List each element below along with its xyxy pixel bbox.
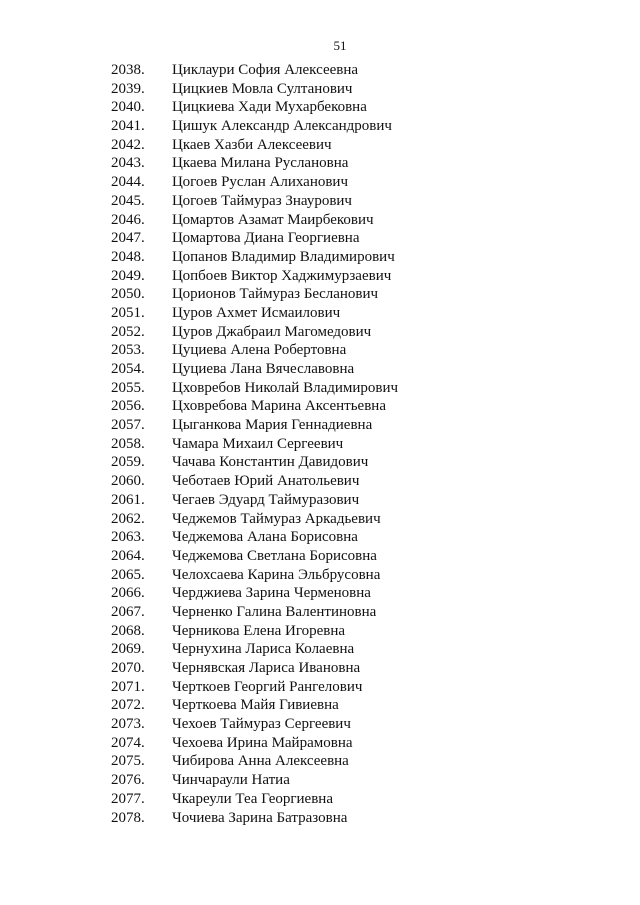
page-number: 51: [333, 38, 347, 53]
list-item: [0, 566, 640, 585]
entry-number: 2041.: [111, 118, 145, 135]
entry-name: Чибирова Анна Алексеевна: [172, 753, 349, 770]
entry-number: 2048.: [111, 248, 145, 265]
entry-number: 2056.: [111, 398, 145, 415]
entry-number: 2040.: [111, 99, 145, 116]
entry-number: 2055.: [111, 379, 145, 396]
entry-number: 2074.: [111, 734, 145, 751]
entry-number: 2059.: [111, 454, 145, 471]
entry-name: Черткоев Георгий Рангелович: [172, 678, 363, 695]
entry-number: 2070.: [111, 660, 145, 676]
list-item: [0, 248, 640, 267]
entry-name: Цховребов Николай Владимирович: [172, 379, 399, 396]
list-item: [0, 528, 640, 547]
entry-name: Чочиева Зарина Батразовна: [172, 809, 348, 826]
entry-name: Цкаева Милана Руслановна: [172, 155, 349, 172]
entry-name: Цуров Джабраил Магомедович: [172, 323, 372, 340]
list-item: [0, 154, 640, 173]
entry-number: 2061.: [111, 491, 145, 508]
entry-name: Цыганкова Мария Геннадиевна: [172, 417, 373, 434]
list-item: [0, 397, 640, 416]
list-item: [0, 771, 640, 790]
entry-name: Цкаев Хазби Алексеевич: [172, 136, 332, 153]
list-item: [0, 61, 640, 80]
list-item: [0, 547, 640, 566]
list-item: [0, 211, 640, 230]
entry-name: Чеджемова Светлана Борисовна: [172, 547, 377, 564]
entry-number: 2057.: [111, 417, 145, 434]
entry-name: Цховребова Марина Аксентьевна: [172, 398, 386, 415]
entry-name: Цогоев Таймураз Знаурович: [172, 192, 352, 209]
entry-number: 2063.: [111, 529, 145, 546]
list-item: [0, 304, 640, 323]
list-item: [0, 285, 640, 304]
entry-name: Чеботаев Юрий Анатольевич: [172, 473, 360, 490]
entry-name: Цорионов Таймураз Беcланович: [172, 286, 379, 303]
entry-name: Чернявская Лариса Ивановна: [172, 660, 361, 676]
list-item: [0, 696, 640, 715]
entry-name: Цишук Александр Александрович: [172, 118, 392, 135]
entry-name: Цуциева Лана Вячеславовна: [172, 361, 355, 377]
list-item: [0, 640, 640, 659]
entry-number: 2051.: [111, 304, 145, 321]
entry-number: 2072.: [111, 697, 145, 714]
entry-number: 2066.: [111, 585, 145, 602]
entry-name: Чкареули Теа Георгиевна: [172, 790, 333, 807]
list-item: [0, 192, 640, 211]
list-item: [0, 678, 640, 697]
entry-number: 2076.: [111, 772, 145, 789]
entry-name: Цицкиева Хади Мухарбековна: [172, 99, 367, 116]
entry-number: 2075.: [111, 753, 145, 770]
entry-name: Цомартов Азамат Маирбекович: [172, 211, 374, 228]
list-item: [0, 510, 640, 529]
list-item: [0, 752, 640, 771]
list-item: [0, 435, 640, 454]
list-item: [0, 584, 640, 603]
entry-number: 2050.: [111, 286, 145, 303]
entry-number: 2068.: [111, 622, 145, 639]
entry-list: [0, 61, 640, 827]
entry-name: Черджиева Зарина Черменовна: [172, 585, 371, 602]
entry-name: Цомартова Диана Георгиевна: [172, 230, 360, 247]
entry-number: 2054.: [111, 361, 145, 377]
entry-number: 2047.: [111, 230, 145, 247]
list-item: [0, 80, 640, 99]
list-item: [0, 173, 640, 192]
entry-name: Чеджемова Алана Борисовна: [172, 529, 358, 546]
list-item: [0, 790, 640, 809]
list-item: [0, 491, 640, 510]
entry-number: 2045.: [111, 192, 145, 209]
entry-name: Челохсаева Карина Эльбрусовна: [172, 566, 381, 583]
list-item: [0, 117, 640, 136]
entry-name: Чамара Михаил Сергеевич: [172, 435, 344, 452]
entry-number: 2042.: [111, 136, 145, 153]
entry-number: 2044.: [111, 174, 145, 191]
entry-number: 2053.: [111, 342, 145, 359]
list-item: [0, 136, 640, 155]
list-item: [0, 379, 640, 398]
list-item: [0, 715, 640, 734]
entry-number: 2073.: [111, 716, 145, 733]
entry-name: Цопанов Владимир Владимирович: [172, 248, 395, 265]
entry-name: Черненко Галина Валентиновна: [172, 603, 377, 620]
entry-name: Черникова Елена Игоревна: [172, 622, 346, 639]
list-item: [0, 416, 640, 435]
entry-name: Чехоев Таймураз Сергеевич: [172, 716, 351, 733]
entry-number: 2062.: [111, 510, 145, 527]
entry-number: 2067.: [111, 603, 145, 620]
entry-number: 2039.: [111, 80, 145, 97]
entry-number: 2043.: [111, 155, 145, 172]
entry-name: Черткоева Майя Гивиевна: [172, 697, 339, 714]
entry-name: Чинчараули Натиа: [172, 772, 290, 789]
entry-name: Цопбоев Виктор Хаджимурзаевич: [172, 267, 392, 284]
entry-number: 2038.: [111, 62, 145, 78]
list-item: [0, 360, 640, 379]
list-item: [0, 659, 640, 678]
entry-number: 2078.: [111, 809, 145, 826]
entry-number: 2065.: [111, 566, 145, 583]
entry-name: Цуциева Алена Робертовна: [172, 342, 347, 359]
entry-number: 2064.: [111, 547, 145, 564]
entry-number: 2049.: [111, 267, 145, 284]
list-item: [0, 341, 640, 360]
entry-name: Цуров Ахмет Исмаилович: [172, 304, 341, 321]
list-item: [0, 809, 640, 828]
entry-name: Чехоева Ирина Майрамовна: [172, 734, 353, 751]
list-item: [0, 472, 640, 491]
entry-name: Цицкиев Мовла Султанович: [172, 80, 353, 97]
entry-number: 2046.: [111, 211, 145, 228]
list-item: [0, 734, 640, 753]
list-item: [0, 603, 640, 622]
list-item: [0, 323, 640, 342]
entry-name: Чеджемов Таймураз Аркадьевич: [172, 510, 381, 527]
entry-name: Цогоев Руслан Алиханович: [172, 174, 348, 191]
entry-number: 2071.: [111, 678, 145, 695]
entry-number: 2077.: [111, 790, 145, 807]
entry-name: Чачава Константин Давидович: [172, 454, 369, 471]
entry-number: 2058.: [111, 435, 145, 452]
list-item: [0, 453, 640, 472]
list-item: [0, 98, 640, 117]
entry-name: Циклаури София Алексеевна: [172, 62, 359, 78]
list-item: [0, 229, 640, 248]
entry-name: Чегаев Эдуард Таймуразович: [172, 491, 360, 508]
list-item: [0, 622, 640, 641]
list-item: [0, 267, 640, 286]
entry-number: 2060.: [111, 473, 145, 490]
entry-number: 2052.: [111, 323, 145, 340]
entry-name: Чернухина Лариса Колаевна: [172, 641, 355, 658]
entry-number: 2069.: [111, 641, 145, 658]
